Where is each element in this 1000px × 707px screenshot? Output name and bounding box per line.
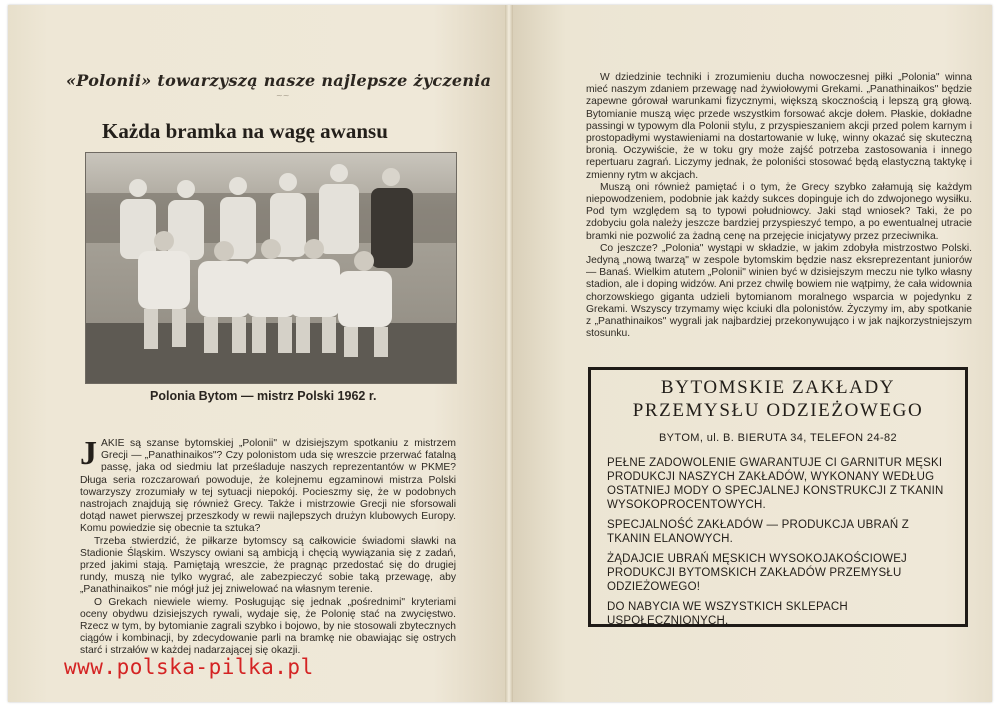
- left-page: [8, 5, 508, 702]
- ad-text-block: DO NABYCIA WE WSZYSTKICH SKLEPACH USPOŁECZNIONYCH.: [607, 601, 848, 627]
- ad-title: [591, 376, 965, 422]
- program-spread: [8, 5, 992, 702]
- ad-title-line-1: BYTOMSKIE ZAKŁADY: [660, 377, 896, 398]
- article-body-right: [586, 72, 972, 340]
- article-paragraph: JAKIE są szanse bytomskiej „Polonii" w dzisiejszym spotkaniu z mistrzem Grecji — „Panathinaikos"? Czy polonistom uda się wreszcie przerwać fatalną passę, jaka od siedmiu lat prześladuje naszych reprezentantów w PKME? Długa seria rozczarowań powoduje, że kolejnemu egzaminowi mistrza Polski towarzyszy zrozumiały w tej sytuacji niepokój. Pocieszmy się, że w podobnych nastrojach znajdują się również Grecy. Także i mistrzowie Grecji nie sforsowali dotąd nawet pierwszej przeszkody w rewii najlepszych drużyn klubowych Europy. Komu powiedzie się obecnie ta sztuka?: [80, 435, 456, 535]
- article-headline: Każda bramka na wagę awansu: [102, 119, 388, 143]
- article-paragraph: O Grekach niewiele wiemy. Posługując się jednak „pośrednimi" kryteriami oceny obydwu dzisiejszych rywali, wydaje się, że Polonię stać na zwycięstwo. Rzecz w tym, by bytomianie zagrali szybko i bojowo, by nie stosowali zbytecznych ciągów i kombinacji, by zdecydowanie parli na bramkę nie obawiając się ostrych starć i strzałów w każdej nadarzającej się okazji.: [80, 596, 456, 657]
- article-body-left: [80, 435, 456, 658]
- page-fold: [505, 5, 513, 702]
- article-paragraph: Muszą oni również pamiętać i o tym, że Grecy szybko załamują się każdym niepowodzeniem, podobnie jak każdy sukces dopinguje ich do zdwojonego wysiłku. Pod tym względem są to typowi południowcy. Jaki stąd wniosek? Taki, że po zdobyciu gola należy jeszcze bardziej przyspieszyć tempo, a po ewentualnej utracie bramki nie pozwolić za żadną cenę na przejęcie inicjatywy przez przeciwnika.: [586, 181, 972, 242]
- ad-address: BYTOM, ul. B. BIERUTA 34, TELEFON 24-82: [658, 432, 898, 444]
- ad-text-block: ŻĄDAJCIE UBRAŃ MĘSKICH WYSOKOJAKOŚCIOWEJ PRODUKCJI BYTOMSKICH ZAKŁADÓW PRZEMYSŁU ODZIEŻOWEGO!: [607, 553, 908, 593]
- ad-title-line-2: PRZEMYSŁU ODZIEŻOWEGO: [632, 400, 924, 421]
- pencil-mark: ~~: [276, 91, 290, 100]
- photo-caption: Polonia Bytom — mistrz Polski 1962 r.: [150, 389, 377, 403]
- team-photo-image: [86, 153, 456, 383]
- team-photo: [85, 152, 457, 384]
- ad-text-block: SPECJALNOŚĆ ZAKŁADÓW — PRODUKCJA UBRAŃ Z TKANIN ELANOWYCH.: [607, 519, 909, 545]
- site-watermark: www.polska-pilka.pl: [64, 655, 314, 679]
- right-page: [508, 5, 992, 702]
- advertisement-box: [588, 367, 968, 627]
- article-paragraph: W dziedzinie techniki i zrozumieniu ducha nowoczesnej piłki „Polonia" winna mieć naszym zdaniem przewagę nad żywiołowymi Grekami. „Panathinaikos" będzie zapewne górował warunkami fizycznymi, większą skocznością i lepszą grą głową. Bytomianie muszą więc przede wszystkim forsować akcje dołem. Płaskie, dokładne passingi w typowym dla Polonii stylu, z przyspieszaniem akcji przed polem karnym i prostopadłymi wystawieniami na dostartowanie w lukę, winny okazać się skuteczną bronią. Oczywiście, że w toku gry może zajść potrzeba zastosowania i innego repertuaru zagrań. Liczymy jednak, że poloniści stosować będą elastyczną taktykę i zmienny rytm w akcjach.: [586, 72, 972, 181]
- page-header: «Polonii» towarzyszą nasze najlepsze życzenia: [66, 71, 492, 90]
- ad-text-block: PEŁNE ZADOWOLENIE GWARANTUJE CI GARNITUR MĘSKI PRODUKCJI NASZYCH ZAKŁADÓW, WYKONANY WEDŁUG OSTATNIEJ MODY O SPECJALNEJ KONSTRUKCJI Z TKANIN WYSOKOPROCENTOWYCH.: [607, 457, 944, 511]
- article-paragraph: Trzeba stwierdzić, że piłkarze bytomscy są całkowicie świadomi sławki na Stadionie Śląskim. Wszyscy owiani są ambicją i chęcią wywiązania się z zadań, przed jakimi stają. Pamiętają wreszcie, że pragnąc przedostać się do drugiej rundy, muszą nie tylko wygrać, ale zabezpieczyć sobie taką przewagę, aby „Panathinaikos" nie mógł już jej zniwelować na własnym terenie.: [80, 535, 456, 596]
- article-paragraph: Co jeszcze? „Polonia" wystąpi w składzie, w jakim zdobyła mistrzostwo Polski. Jedyną „nową twarzą" w zespole bytomskim będzie nasz eksreprezentant juniorów — Banaś. Wielkim atutem „Polonii" winien być w dzisiejszym meczu nie tylko własny stadion, ale i doping widzów. Ani przez chwilę bowiem nie wątpimy, że cała widownia chorzowskiego giganta udzieli bytomianom moralnego wsparcia w pojedynku z Grekami. Wszyscy trzymamy więc kciuki dla polonistów. Życzymy im, aby spotkanie z „Panathinaikos" wygrali jak najbardziej przekonywująco i w jak najkorzystniejszym stosunku.: [586, 242, 972, 340]
- drop-cap: J: [80, 435, 97, 472]
